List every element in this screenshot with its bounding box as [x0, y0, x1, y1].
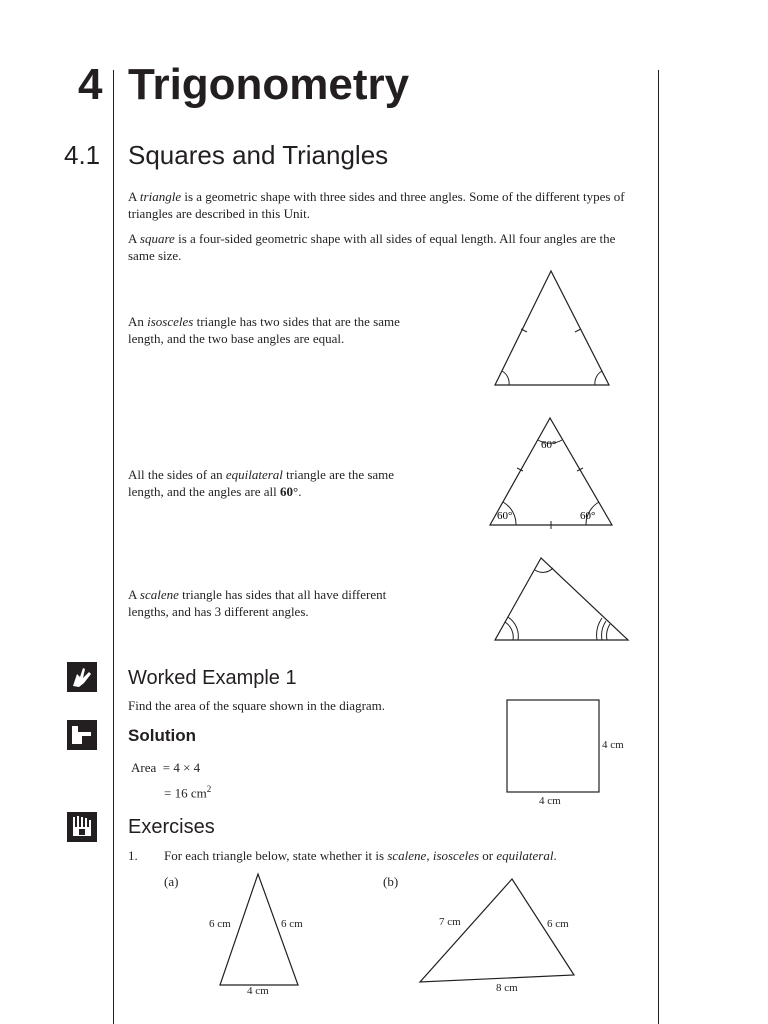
- chapter-number: 4: [78, 60, 103, 109]
- equilateral-triangle-diagram: [482, 410, 622, 535]
- exercise-1a-left-side: 6 cm: [209, 918, 231, 930]
- exercise-1b-left-side: 7 cm: [439, 916, 461, 928]
- exercise-1a-label: (a): [164, 874, 179, 889]
- chapter-title: Trigonometry: [128, 60, 410, 109]
- square-definition: A square is a four-sided geometric shape with all sides of equal length. All four angles are the same size.: [128, 231, 616, 263]
- scalene-triangle-diagram: [485, 550, 635, 650]
- section-title: Squares and Triangles: [128, 140, 389, 170]
- section-number: 4.1: [64, 140, 101, 170]
- exercise-1b-label: (b): [383, 874, 399, 889]
- solution-line-1: Area = 4 × 4: [131, 760, 201, 775]
- equilateral-left-angle: 60°: [497, 510, 513, 522]
- scalene-description: A scalene triangle has sides that all have different lengths, and has 3 different angles.: [128, 587, 387, 619]
- worked-example-question: Find the area of the square shown in the diagram.: [128, 698, 386, 713]
- square-diagram: [500, 694, 640, 812]
- exercises-icon: [67, 812, 97, 842]
- triangle-definition: A triangle is a geometric shape with three sides and three angles. Some of the different types of triangles are described in this Unit.: [128, 189, 625, 221]
- solution-icon: [67, 720, 97, 750]
- right-rule: [658, 70, 659, 1024]
- isosceles-triangle-diagram: [485, 265, 620, 395]
- exercise-1a-base: 4 cm: [247, 985, 269, 997]
- left-rule: [113, 70, 114, 1024]
- square-side-right-label: 4 cm: [602, 739, 624, 751]
- solution-line-2: = 16 $cm^2$: [164, 784, 212, 801]
- exercise-1-number: 1.: [128, 848, 138, 863]
- exercise-1a-triangle: [210, 868, 310, 993]
- square-side-bottom-label: 4 cm: [539, 795, 561, 807]
- exercise-1b-base: 8 cm: [496, 982, 518, 994]
- exercises-heading: Exercises: [128, 816, 215, 838]
- exercise-1-prompt: For each triangle below, state whether it is scalene, isosceles or equilateral.: [164, 848, 557, 863]
- exercise-1a-right-side: 6 cm: [281, 918, 303, 930]
- worked-example-icon: [67, 662, 97, 692]
- solution-heading: Solution: [128, 726, 196, 745]
- equilateral-top-angle: 60°: [541, 439, 557, 451]
- worked-example-heading: Worked Example 1: [128, 667, 297, 689]
- exercise-1b-right-side: 6 cm: [547, 918, 569, 930]
- equilateral-description: All the sides of an equilateral triangle are the same length, and the angles are all 60°.: [128, 467, 395, 499]
- equilateral-right-angle: 60°: [580, 510, 596, 522]
- isosceles-description: An isosceles triangle has two sides that are the same length, and the two base angles are equal.: [128, 314, 400, 346]
